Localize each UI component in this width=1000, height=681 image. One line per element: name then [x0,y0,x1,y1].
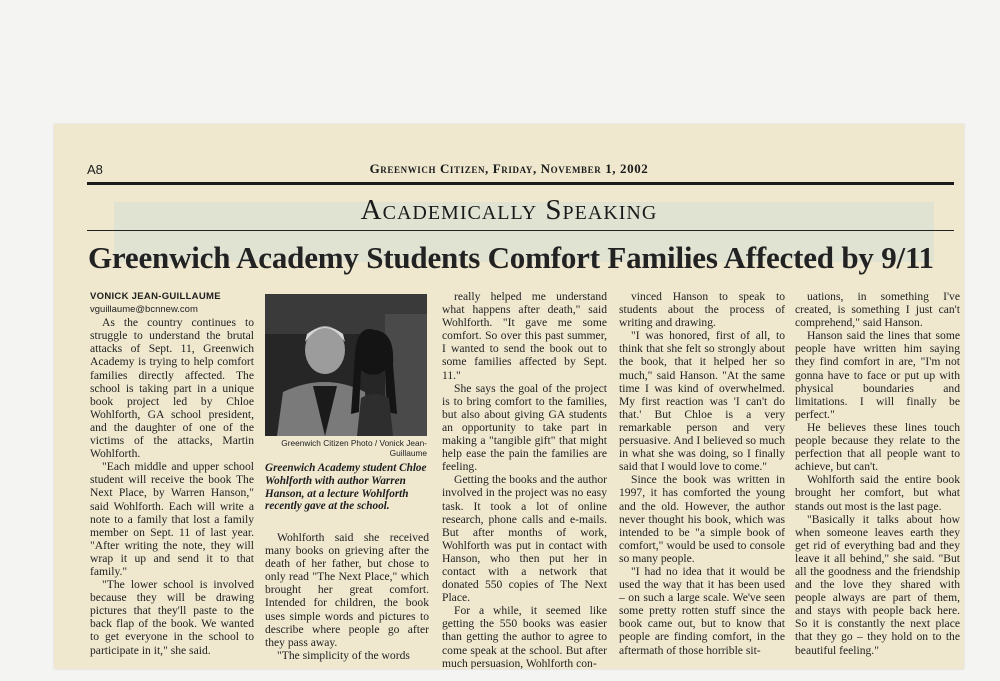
dateline: Greenwich Citizen, Friday, November 1, 2002 [369,161,649,176]
article-photo [265,294,427,436]
paragraph: Wohlforth said she received many books on grieving after the death of her father, but chose to only read "The Next Place," which brought her great comfort. Intended for children, the book uses simple words and pictures to describe where people go after they pass away. [265,531,429,649]
header-rule [87,182,954,185]
paragraph: "I had no idea that it would be used the way that it has been used – on such a large scale. We've seen some pretty rotten stuff since the book came out, but to know that people are finding comfort, in the aftermath of those horrible sit- [619,564,785,657]
paragraph: "Each middle and upper school student will receive the book The Next Place, by Warren Hanson," said Wohlforth. Each will write a note to a family that lost a family member on Sept. 11 of last year. "After writing the note, they will wrap it up and send it to that family." [90,460,254,578]
paragraph: "The simplicity of the words [277,648,410,662]
newspaper-clipping [54,124,964,669]
paragraph: For a while, it seemed like getting the 550 books was easier than getting the author to agree to come speak at the school. But after much persuasion, Wohlforth con- [442,604,607,669]
author-email: vguillaume@bcnnew.com [90,304,198,316]
headline: Greenwich Academy Students Comfort Families Affected by 9/11 [88,240,934,275]
paragraph: "I was honored, first of all, to think that she felt so strongly about the book, that it helped her so much," said Hanson. "At the same time I was kind of overwhelmed. My first reaction was 'I can't do that.' But Chloe is a very remarkable person and very persuasive. And I believed so much in what she was doing, so I finally said that I would love to come." [619,329,785,474]
article-column-4 [619,290,785,657]
photo-illustration [265,294,427,436]
paragraph: He believes these lines touch people because they relate to the perfection that all people want to achieve, but can't. [795,420,960,474]
article-column-1 [90,290,254,657]
paragraph: uations, in something I've created, is something I just can't comprehend," said Hanson. [795,290,960,330]
paragraph: Hanson said the lines that some people have written him saying they find comfort in are, "I'm not gonna have to face or put up with physical boundaries and limitations. I will finally be perfect." [795,329,960,421]
section-title: Academically Speaking [360,194,658,226]
page-number: A8 [87,162,103,177]
paragraph: As the country continues to struggle to understand the brutal attacks of Sept. 11, Greenwich Academy is trying to help comfort families directly affected. The school is taking part in a unique book project led by Chloe Wohlforth, GA school president, and the daughter of one of the victims of the attacks, Martin Wohlforth. [90,316,254,461]
paragraph: vinced Hanson to speak to students about the process of writing and drawing. [619,290,785,330]
section-rule [87,230,954,231]
paragraph: Wohlforth said the entire book brought her comfort, but what stands out most is the last page. [795,473,960,513]
article-column-2 [265,531,429,662]
paragraph: "The lower school is involved because they will be drawing pictures that they'll paste to the back flap of the book. We wanted to get everyone in the school to participate in it," she said. [90,578,254,657]
paragraph: Getting the books and the author involved in the project was no easy task. It took a lot of online research, phone calls and e-mails. But after months of work, Wohlforth was put in contact with Hanson, who then put her in contact with a network that donated 550 copies of The Next Place. [442,473,607,605]
photo-credit: Greenwich Citizen Photo / Vonick Jean-Guillaume [281,438,427,458]
photo-caption: Greenwich Academy student Chloe Wohlforth with author Warren Hanson, at a lecture Wohlforth recently gave at the school. [265,462,427,513]
paragraph: Since the book was written in 1997, it has comforted the young and the old. However, the author never thought his book, which was intended to be "a simple book of comfort," would be used to console so many people. [619,473,785,565]
paragraph: She says the goal of the project is to bring comfort to the families, but also about giving GA students an opportunity to take part in making a "tangible gift" that might help ease the pain the families are feeling. [442,381,607,474]
article-column-3 [442,290,607,669]
paragraph: really helped me understand what happens after death," said Wohlforth. "It gave me some comfort. So over this past summer, I wanted to send the book out to some families affected by Sept. 11." [442,290,607,382]
paragraph: "Basically it talks about how when someone leaves earth they get rid of everything bad and they leave it all behind," she said. "But all the goodness and the friendship and the love they shared with people always are part of them, and stays with people back here. So it is constantly the next place that they go – they hold on to the beautiful feeling." [795,512,960,657]
byline: VONICK JEAN-GUILLAUME [90,291,221,302]
article-column-5 [795,290,960,657]
